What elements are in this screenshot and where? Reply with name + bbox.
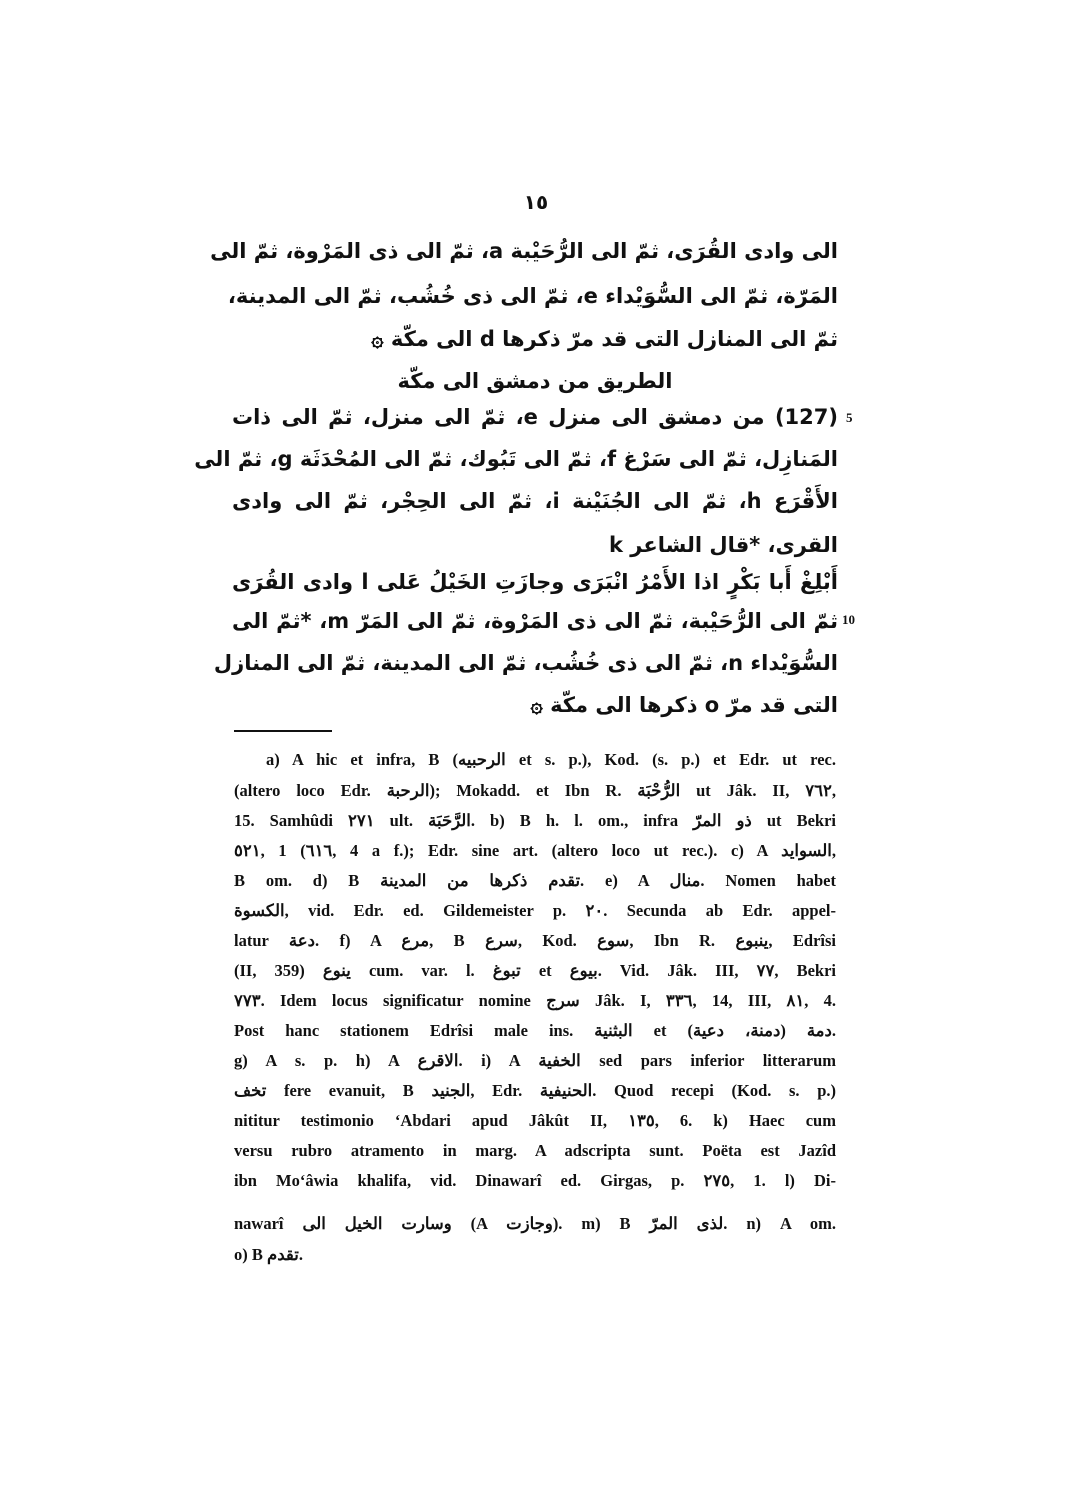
line-number-10: 10 <box>842 612 855 627</box>
footnote-line-9: ٧٧٣. Idem locus significatur nomine سرج Jâk. I, ٣٣٦, 14, III, ٨١, 4. <box>234 991 836 1010</box>
footnote-line-13: nititur testimonio ‘Abdari apud Jâkût II, ١٣٥, 6. k) Haec cum <box>234 1111 836 1130</box>
footnote-line-15: ibn Mo‘âwia khalifa, vid. Dinawarî ed. Girgas, p. ٢٧٥, 1. l) Di- <box>234 1171 836 1190</box>
footnote-line-8: (II, 359) ينوع cum. var. l. تبوغ et بيوع. Vid. Jâk. III, ٧٧, Bekri <box>234 961 836 980</box>
footnote-line-5: B om. d) B تقدم ذكرها من المدينة. e) A منال. Nomen habet <box>234 871 836 890</box>
page-number: ١٥ <box>523 190 549 214</box>
body-line-10: ثمّ الى الرُّحَيْبة، ثمّ الى ذى المَرْوة، ثمّ الى المَرّ m، *ثمّ الى <box>232 609 839 633</box>
footnote-line-10: Post hanc stationem Edrîsi male ins. البثنية et دمة (دمنة، دعية). <box>234 1021 836 1040</box>
footnote-line-2: (altero loco Edr. الرحبة); Mokadd. et Ibn R. الرُّحْبَة ut Jâk. II, ٧٦٢, <box>234 781 836 800</box>
footnote-line-14: versu rubro atramento in marg. A adscripta sunt. Poëta est Jazîd <box>234 1141 836 1160</box>
verse-line: أَبْلِغْ أَبا بَكْرٍ اذا الأَمْرُ انْبَرَى وجازَتِ الخَيْلُ عَلى l وادى القُرَى <box>232 570 839 594</box>
line-number-5: 5 <box>846 410 853 425</box>
body-line-8: القرى، *قال الشاعر k <box>609 533 838 557</box>
body-line-11: السُّوَيْداء n، ثمّ الى ذى خُشُب، ثمّ الى المدينة، ثمّ الى المنازل <box>213 651 838 675</box>
body-line-5: (127) من دمشق الى منزل e، ثمّ الى منزل، ثمّ الى ذات <box>232 405 838 429</box>
footnote-line-17: o) B تقدم. <box>234 1245 303 1264</box>
footnote-line-3: 15. Samhûdi ٢٧١ ult. الرَّحَبَة. b) B h. l. om., infra ذو المرّ ut Bekri <box>234 811 836 830</box>
body-line-12: التى قد مرّ o ذكرها الى مكّة ۞ <box>530 693 838 717</box>
body-line-6: المَنازِل، ثمّ الى سَرْغ f، ثمّ الى تَبُوك، ثمّ الى المُحْدَثَة g، ثمّ الى <box>194 447 838 471</box>
footnote-rule <box>234 730 332 732</box>
footnote-line-6: الكسوة, vid. Edr. ed. Gildemeister p. ٢٠. Secunda ab Edr. appel- <box>234 901 836 920</box>
footnote-line-4: ٥٢١, 1 (٦١٦, 4 a f.); Edr. sine art. (altero loco ut rec.). c) A السوايد, <box>234 841 836 860</box>
footnote-line-7: latur دعة. f) A مرع, B سرع, Kod. سوع, Ibn R. ينبوع, Edrîsi <box>234 931 836 950</box>
section-heading: الطريق من دمشق الى مكّة <box>397 369 673 393</box>
body-line-1: الى وادى القُرَى، ثمّ الى الرُّحَيْبة a، ثمّ الى ذى المَرْوة، ثمّ الى <box>210 239 838 263</box>
footnote-line-1: a) A hic et infra, B (الرحبيه et s. p.), Kod. (s. p.) et Edr. ut rec. <box>266 750 836 769</box>
footnote-line-11: g) A s. p. h) A الاقرع. i) A الخفية sed pars inferior litterarum <box>234 1051 836 1070</box>
body-line-3: ثمّ الى المنازل التى قد مرّ ذكرها d الى مكّة ۞ <box>371 327 838 351</box>
footnote-line-12: تخف fere evanuit, B الجنيد, Edr. الحنيفية. Quod recepi (Kod. s. p.) <box>234 1081 836 1100</box>
body-line-2: المَرّة، ثمّ الى السُّوَيْداء e، ثمّ الى ذى خُشُب، ثمّ الى المدينة، <box>227 284 838 308</box>
body-line-7: الأَقْرَع h، ثمّ الى الجُنَيْنة i، ثمّ الى الحِجْر، ثمّ الى وادى <box>232 489 838 513</box>
footnote-line-16: nawarî وسارت الخيل الى (A وجازت). m) B لذى المرّ. n) A om. <box>234 1214 836 1233</box>
